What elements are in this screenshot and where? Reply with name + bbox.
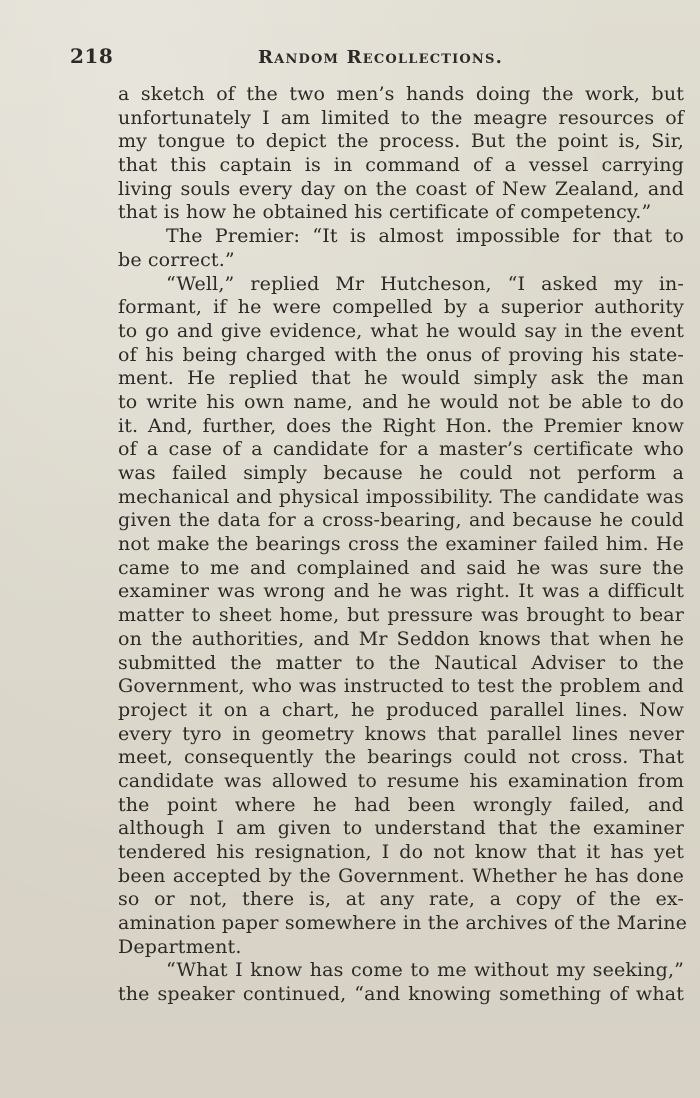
- text-line: been accepted by the Government. Whether he has done: [118, 864, 684, 887]
- text-line: ment. He replied that he would simply ask the man: [118, 367, 684, 390]
- text-line: on the authorities, and Mr Seddon knows that when he: [118, 627, 684, 650]
- text-line: to write his own name, and he would not be able to do: [118, 390, 684, 413]
- text-line: although I am given to understand that the examiner: [118, 817, 684, 840]
- text-line: my tongue to depict the process. But the point is, Sir,: [118, 130, 684, 153]
- running-head: Random Recollections.: [258, 47, 504, 68]
- text-line: the speaker continued, “and knowing something of what: [118, 983, 684, 1006]
- text-line: meet, consequently the bearings could not cross. That: [118, 746, 684, 769]
- text-line: given the data for a cross-bearing, and because he could: [118, 509, 684, 532]
- text-line: examiner was wrong and he was right. It was a difficult: [118, 580, 684, 603]
- text-line: tendered his resignation, I do not know that it has yet: [118, 841, 684, 863]
- text-line: Department.: [118, 935, 242, 958]
- text-line: came to me and complained and said he was sure the: [118, 556, 684, 579]
- text-line: be correct.”: [118, 248, 235, 271]
- text-line: not make the bearings cross the examiner failed him. He: [118, 533, 684, 556]
- text-line: every tyro in geometry knows that parallel lines never: [118, 722, 684, 745]
- text-line: to go and give evidence, what he would say in the event: [118, 319, 684, 342]
- text-line: matter to sheet home, but pressure was brought to bear: [118, 604, 684, 627]
- text-line: living souls every day on the coast of New Zealand, and: [118, 177, 684, 200]
- text-line: candidate was allowed to resume his examination from: [118, 769, 684, 792]
- text-line: of his being charged with the onus of proving his state-: [118, 343, 684, 366]
- text-line: of a case of a candidate for a master’s certificate who: [118, 438, 684, 461]
- text-line: submitted the matter to the Nautical Adviser to the: [118, 651, 684, 674]
- text-line: project it on a chart, he produced parallel lines. Now: [118, 698, 684, 721]
- body-text: [118, 83, 687, 1007]
- text-line: mechanical and physical impossibility. The candidate was: [118, 485, 684, 508]
- text-line: was failed simply because he could not perform a: [118, 462, 684, 484]
- text-line: formant, if he were compelled by a superior authority: [118, 296, 684, 319]
- page-number: 218: [70, 44, 114, 68]
- text-line: “What I know has come to me without my seeking,”: [166, 959, 684, 982]
- text-line: Government, who was instructed to test the problem and: [118, 675, 684, 698]
- text-line: that this captain is in command of a vessel carrying: [118, 154, 684, 177]
- text-line: so or not, there is, at any rate, a copy of the ex-: [118, 888, 684, 911]
- text-line: amination paper somewhere in the archives of the Marine: [118, 912, 687, 935]
- text-line: it. And, further, does the Right Hon. the Premier know: [118, 414, 684, 437]
- text-line: the point where he had been wrongly failed, and: [118, 793, 684, 816]
- text-line: The Premier: “It is almost impossible for that to: [166, 225, 684, 248]
- text-line: “Well,” replied Mr Hutcheson, “I asked my in-: [166, 272, 684, 295]
- text-line: that is how he obtained his certificate of competency.”: [118, 201, 652, 224]
- text-line: unfortunately I am limited to the meagre resources of: [118, 106, 684, 129]
- page-header: [70, 44, 680, 78]
- text-line: a sketch of the two men’s hands doing the work, but: [118, 83, 684, 105]
